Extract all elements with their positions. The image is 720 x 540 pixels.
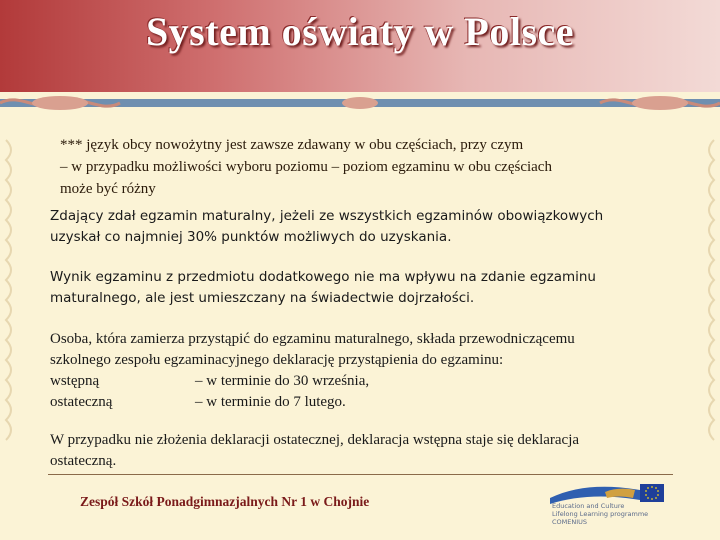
right-side-ornament	[702, 130, 716, 460]
page-title: System oświaty w Polsce	[145, 9, 575, 54]
title-banner	[0, 0, 720, 92]
logo-caption-line: COMENIUS	[552, 518, 588, 526]
declaration-row	[50, 392, 680, 413]
paragraph-line: szkolnego zespołu egzaminacyjnego deklarację przystąpienia do egzaminu:	[50, 352, 504, 368]
paragraph-line: Zdający zdał egzamin maturalny, jeżeli ze wszystkich egzaminów obowiązkowych	[50, 208, 604, 224]
language-note	[60, 134, 670, 200]
school-name: Zespół Szkół Ponadgimnazjalnych Nr 1 w Chojnie	[80, 494, 370, 509]
declaration-paragraph	[50, 329, 680, 413]
declaration-deadline: – w terminie do 30 września,	[195, 373, 370, 389]
declaration-type: ostateczną	[50, 394, 113, 410]
paragraph-line: W przypadku nie złożenia deklaracji ostatecznej, deklaracja wstępna staje się deklaracja	[50, 432, 580, 448]
paragraph-line: Wynik egzaminu z przedmiotu dodatkowego nie ma wpływu na zdanie egzaminu	[50, 269, 596, 285]
note-line: może być różny	[60, 181, 156, 197]
left-side-ornament	[4, 130, 18, 460]
paragraph-line: maturalnego, ale jest umieszczany na świadectwie dojrzałości.	[50, 290, 475, 306]
note-line: *** język obcy nowożytny jest zawsze zdawany w obu częściach, przy czym	[60, 137, 524, 153]
additional-subject-paragraph	[50, 267, 680, 309]
decorative-ornament-band	[0, 92, 720, 114]
logo-caption-line: Education and Culture	[552, 502, 625, 510]
paragraph-line: ostateczną.	[50, 453, 117, 469]
declaration-deadline: – w terminie do 7 lutego.	[195, 394, 346, 410]
note-line: – w przypadku możliwości wyboru poziomu – poziom egzaminu w obu częściach	[60, 159, 552, 175]
paragraph-line: Osoba, która zamierza przystąpić do egzaminu maturalnego, składa przewodniczącemu	[50, 331, 575, 347]
declaration-row	[50, 371, 680, 392]
declaration-type: wstępną	[50, 373, 100, 389]
logo-caption-line: Lifelong Learning programme	[552, 510, 649, 518]
missing-declaration-paragraph	[50, 430, 680, 472]
exam-pass-paragraph	[50, 206, 680, 248]
logo-caption	[552, 502, 672, 526]
footer-divider	[48, 474, 673, 475]
paragraph-line: uzyskał co najmniej 30% punktów możliwych do uzyskania.	[50, 229, 452, 245]
